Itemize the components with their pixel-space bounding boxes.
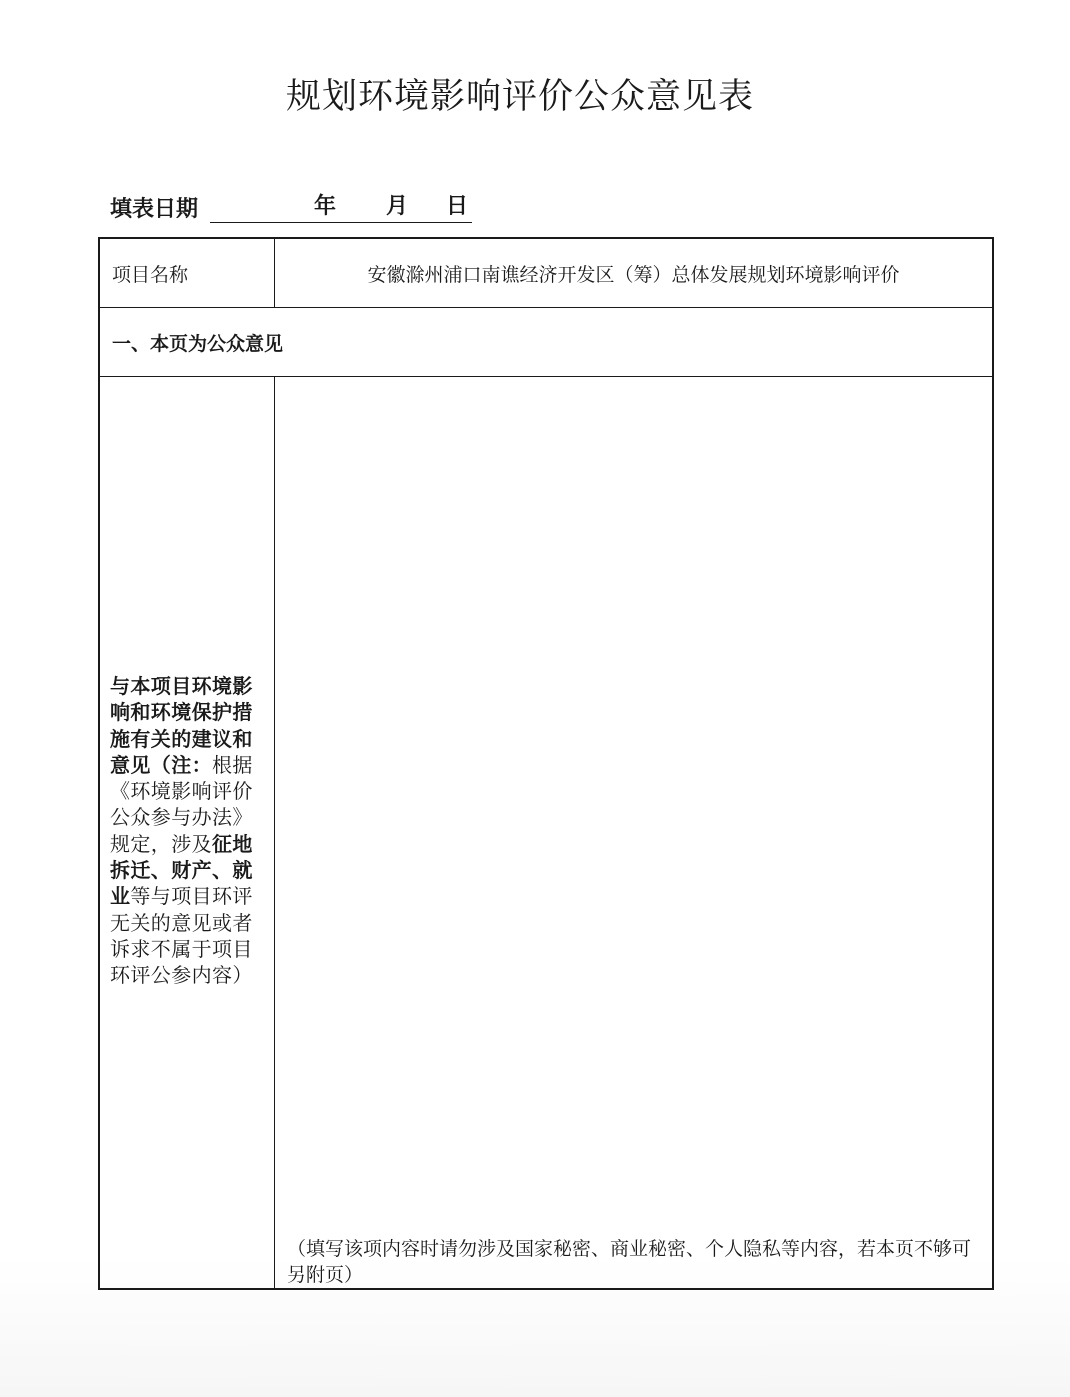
opinion-row: [100, 377, 992, 1290]
opinion-label-bold-1: 与本项目环境影响和环境保护措施有关的建议和意见（注：: [110, 674, 253, 777]
date-day-unit: 日: [446, 193, 469, 219]
date-year-unit: 年: [314, 193, 337, 219]
section-title: 一、本页为公众意见: [112, 332, 284, 355]
opinion-label-cell: [100, 377, 275, 1290]
opinion-label: [110, 673, 268, 989]
opinion-form-table: [98, 237, 994, 1290]
privacy-note: （填写该项内容时请勿涉及国家秘密、商业秘密、个人隐私等内容，若本页不够可另附页）: [287, 1238, 972, 1286]
project-row: [100, 239, 992, 308]
project-name-cell: [275, 239, 992, 307]
opinion-label-normal-1: 根据《环境影响评价公众参与办法》规定，涉及: [110, 752, 253, 856]
project-label: 项目名称: [112, 263, 189, 286]
fill-date-label: 填表日期: [110, 196, 199, 222]
opinion-input-cell: [275, 377, 992, 1290]
form-title: 规划环境影响评价公众意见表: [285, 77, 754, 117]
section-row: [100, 308, 992, 377]
project-label-cell: [100, 239, 275, 307]
opinion-label-bold-2: 征地拆迁、财产、就业: [110, 831, 253, 909]
fill-date-row: [110, 190, 472, 224]
opinion-write-area[interactable]: [275, 377, 992, 1217]
opinion-label-normal-2: 等与项目环评无关的意见或者诉求不属于项目环评公参内容）: [110, 884, 253, 988]
fill-date-field[interactable]: [210, 192, 472, 223]
project-name: 安徽滁州浦口南谯经济开发区（筹）总体发展规划环境影响评价: [367, 263, 900, 286]
date-month-unit: 月: [386, 193, 409, 219]
